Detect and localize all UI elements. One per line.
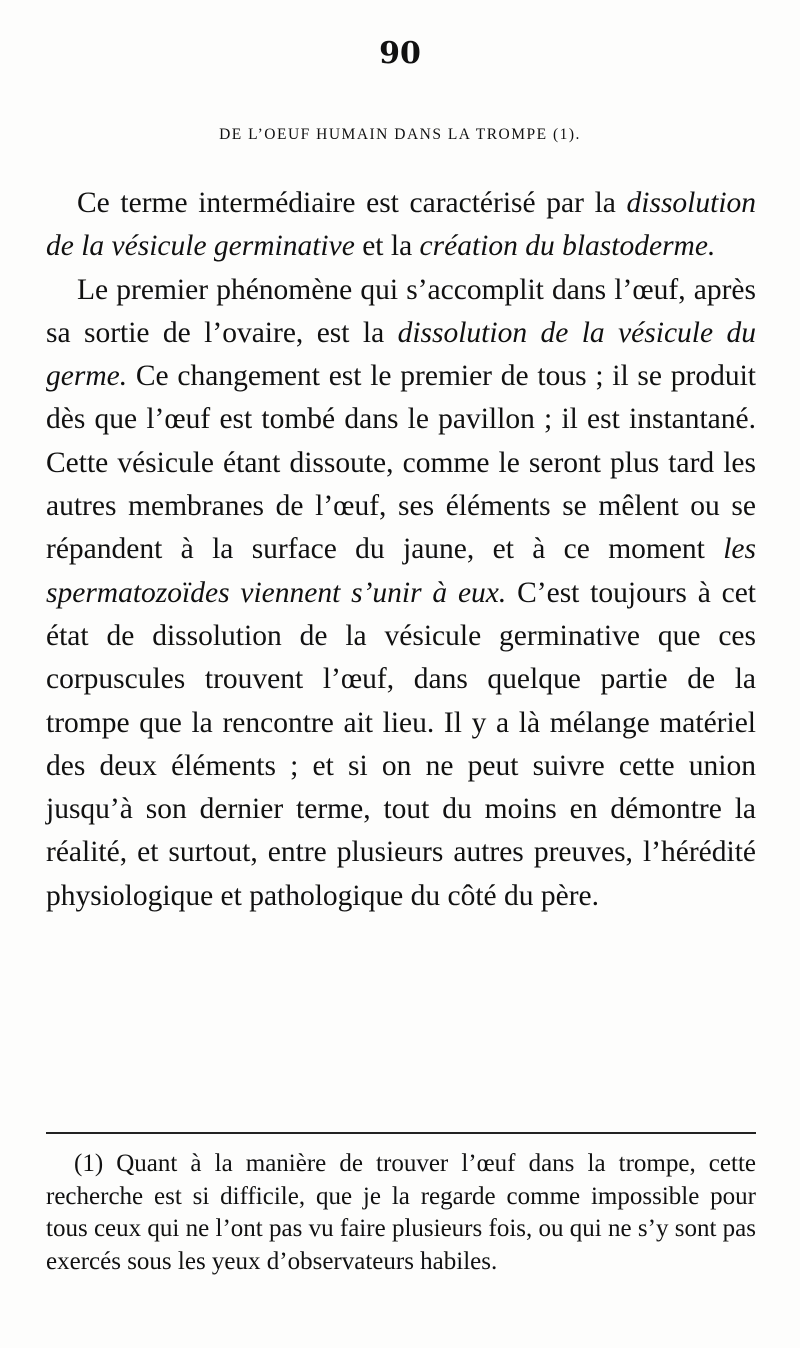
paragraph-1-italic-b: création du blastoderme.	[419, 230, 716, 263]
footnote	[46, 1148, 756, 1278]
paragraph-2-italic-a: dissolution de la vésicule du germe.	[46, 316, 756, 393]
paragraph-2-text-b: Ce changement est le premier de tous ; il se produit dès que l’œuf est tombé dans le pavillon ; il est instantané. Cette vésicule étant dissoute, comme le seront plus tard les autres membranes de l’œuf, ses éléments se mêlent ou se répandent à la surface du jaune, et à ce moment	[46, 360, 756, 566]
paragraph-1-text-a: Ce terme intermédiaire est caractérisé par la	[77, 187, 616, 219]
paragraph-2-italic-b: les spermatozoïdes viennent s’unir à eux.	[46, 533, 756, 609]
paragraph-1-text-b: et la	[354, 230, 420, 263]
paragraph-2-text-a: Le premier phénomène qui s’accomplit dans l’œuf, après sa sortie de l’ovaire, est la	[46, 273, 756, 349]
footnote-text: (1) Quant à la manière de trouver l’œuf dans la trompe, cette recherche est si difficile, que je la regarde comme impossible pour tous ceux qui ne l’ont pas vu faire plusieurs fois, ou qui ne s’y sont pas exercés sous les yeux d’observateurs habiles.	[46, 1150, 756, 1275]
running-head: DE L’OEUF HUMAIN DANS LA TROMPE (1).	[219, 126, 581, 143]
footnote-separator	[46, 1132, 756, 1134]
paragraph-2-text-c: C’est toujours à cet état de dissolution de la vésicule germinative que ces corpuscules trouvent l’œuf, dans quelque partie de la trompe que la rencontre ait lieu. Il y a là mélange matériel des deux éléments ; et si on ne peut suivre cette union jusqu’à son dernier terme, tout du moins en démontre la réalité, et surtout, entre plusieurs autres preuves, l’hérédité physiologique et pathologique du côté du père.	[46, 576, 756, 912]
body-text	[46, 182, 756, 918]
paragraph-1-italic-a: dissolution de la vésicule germinative	[46, 187, 757, 263]
page-number: 90	[379, 36, 421, 71]
paragraph-1	[46, 182, 756, 269]
paragraph-2	[46, 269, 756, 918]
